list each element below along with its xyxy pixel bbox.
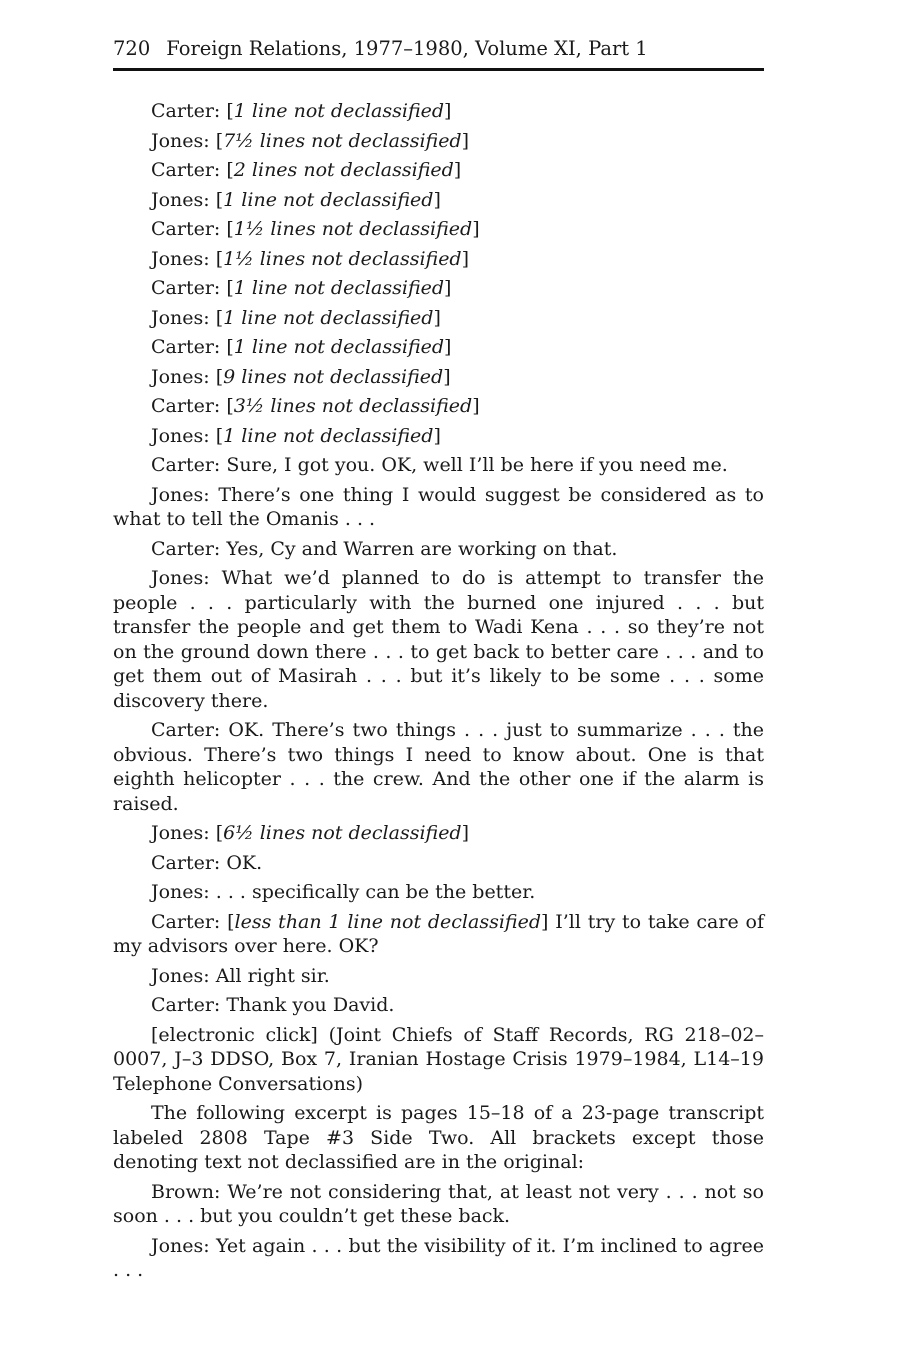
speaker-label: Jones:: [151, 129, 210, 152]
paragraph-text-end: ]: [461, 247, 470, 270]
paragraph-text-end: ]: [453, 159, 462, 181]
speaker-label: Carter:: [151, 218, 221, 240]
speaker-label: Jones:: [151, 567, 210, 589]
speaker-label: Carter:: [151, 159, 221, 181]
transcript-paragraph: [113, 247, 764, 272]
paragraph-text-end: ]: [444, 277, 452, 299]
paragraph-text: Yet again . . . but the visibility of it. I’m inclined to agree . . .: [113, 1234, 764, 1281]
paragraph-text-end: ]: [472, 395, 480, 417]
transcript-paragraph: [113, 880, 764, 905]
paragraph-text: Sure, I got you. OK, well I’ll be here if you need me.: [226, 454, 728, 476]
paragraph-text-end: ]: [444, 336, 452, 358]
transcript-paragraph: [113, 718, 764, 816]
not-declassified-note: 1 line not declassified: [223, 188, 434, 211]
speaker-label: Jones:: [151, 822, 210, 844]
paragraph-text-end: ]: [443, 365, 451, 388]
transcript-paragraph: [113, 306, 764, 331]
paragraph-text: All right sir.: [215, 964, 330, 987]
not-declassified-note: 1 line not declassified: [233, 336, 445, 358]
paragraph-text: [: [226, 159, 234, 181]
running-title: Foreign Relations, 1977–1980, Volume XI, Part 1: [166, 37, 648, 60]
speaker-label: Brown:: [151, 1180, 221, 1203]
transcript-paragraph: [113, 453, 764, 478]
paragraph-text: Thank you David.: [226, 994, 395, 1016]
paragraph-text: [: [215, 247, 224, 270]
paragraph-text-end: ]: [433, 188, 441, 211]
transcript-paragraph: [113, 1023, 764, 1097]
transcript-paragraph: [113, 1234, 764, 1283]
speaker-label: Jones:: [151, 964, 210, 987]
speaker-label: Jones:: [151, 247, 210, 270]
not-declassified-note: 6½ lines not declassified: [223, 822, 462, 844]
speaker-label: Carter:: [151, 454, 221, 476]
transcript-paragraph: [113, 276, 764, 301]
paragraph-text: [: [226, 277, 234, 299]
paragraph-text-end: ]: [433, 424, 441, 447]
paragraph-text: [: [227, 910, 235, 933]
page-number: 720: [113, 37, 151, 60]
paragraph-text: [: [215, 365, 224, 388]
transcript-paragraph: [113, 821, 764, 846]
transcript-paragraph: [113, 365, 764, 390]
transcript-paragraph: [113, 993, 764, 1018]
speaker-label: Jones:: [151, 188, 210, 211]
running-header: [113, 36, 764, 62]
paragraph-text: [: [215, 129, 224, 152]
transcript-paragraph: [113, 99, 764, 124]
speaker-label: Carter:: [151, 910, 221, 933]
paragraph-text: What we’d planned to do is attempt to transfer the people . . . particularly with the burned one injured . . . but transfer the people and get them to Wadi Kena . . . so they’re not on the ground down there . . . to get back to better care . . . and to get them out of Masirah . . . but it’s likely to be some . . . some discovery there.: [113, 567, 765, 712]
transcript-paragraph: [113, 129, 764, 154]
speaker-label: Jones:: [151, 424, 210, 447]
speaker-label: Carter:: [151, 719, 221, 741]
transcript-paragraph: [113, 1180, 764, 1229]
paragraph-text-end: ] I’ll try to take care of my advisors over here. OK?: [113, 910, 764, 957]
paragraph-text-end: ]: [461, 822, 470, 844]
paragraph-text: [: [215, 822, 224, 844]
paragraph-text: [: [215, 188, 224, 211]
not-declassified-note: 1 line not declassified: [223, 424, 434, 447]
not-declassified-note: 7½ lines not declassified: [223, 129, 462, 152]
speaker-label: Jones:: [151, 483, 210, 506]
transcript-paragraph: [113, 424, 764, 449]
paragraph-text-end: ]: [472, 218, 480, 240]
paragraph-text: [: [215, 424, 224, 447]
not-declassified-note: 1 line not declassified: [223, 306, 434, 329]
header-rule: [113, 68, 764, 71]
speaker-label: Jones:: [151, 1234, 210, 1257]
transcript-paragraph: [113, 964, 764, 989]
transcript-paragraph: [113, 394, 764, 419]
transcript-paragraph: [113, 483, 764, 532]
transcript-paragraph: [113, 217, 764, 242]
not-declassified-note: 2 lines not declassified: [233, 159, 454, 181]
speaker-label: Carter:: [151, 277, 221, 299]
paragraph-text: OK. There’s two things . . . just to summarize . . . the obvious. There’s two things I need to know about. One is that eighth helicopter . . . the crew. And the other one if the alarm is raised.: [113, 719, 765, 815]
speaker-label: Carter:: [151, 100, 221, 122]
transcript-paragraph: [113, 851, 764, 876]
speaker-label: Carter:: [151, 336, 221, 358]
paragraph-text: Yes, Cy and Warren are working on that.: [226, 537, 618, 560]
not-declassified-note: 1 line not declassified: [233, 100, 445, 122]
transcript-paragraph: [113, 910, 764, 959]
paragraph-text: [: [226, 336, 234, 358]
speaker-label: Jones:: [151, 881, 210, 903]
paragraph-text: . . . specifically can be the better.: [215, 881, 536, 903]
not-declassified-note: 1½ lines not declassified: [233, 218, 473, 240]
paragraph-text: [: [226, 218, 234, 240]
not-declassified-note: 1 line not declassified: [233, 277, 445, 299]
transcript-paragraph: [113, 537, 764, 562]
transcript-paragraph: [113, 335, 764, 360]
transcript-paragraph: [113, 188, 764, 213]
speaker-label: Carter:: [151, 994, 221, 1016]
paragraph-text: [: [226, 100, 234, 122]
paragraph-text-end: ]: [444, 100, 452, 122]
not-declassified-note: 3½ lines not declassified: [233, 395, 473, 417]
transcript-paragraph: [113, 1101, 764, 1175]
paragraph-text: There’s one thing I would suggest be considered as to what to tell the Omanis . . .: [113, 483, 764, 530]
speaker-label: Carter:: [151, 537, 221, 560]
paragraph-text: [: [215, 306, 224, 329]
speaker-label: Jones:: [151, 306, 210, 329]
paragraph-text-end: ]: [461, 129, 470, 152]
speaker-label: Jones:: [151, 365, 210, 388]
speaker-label: Carter:: [151, 395, 221, 417]
transcript-body: [113, 99, 764, 1288]
paragraph-text: We’re not considering that, at least not very . . . not so soon . . . but you couldn’t get these back.: [113, 1180, 764, 1227]
paragraph-text: OK.: [226, 851, 263, 874]
transcript-paragraph: [113, 158, 764, 183]
speaker-label: Carter:: [151, 851, 221, 874]
transcript-paragraph: [113, 566, 764, 713]
paragraph-text: The following excerpt is pages 15–18 of a 23-page transcript labeled 2808 Tape #3 Side Two. All brackets except those denoting text not declassified are in the original:: [113, 1102, 764, 1173]
paragraph-text: [electronic click] (Joint Chiefs of Staff Records, RG 218–02–0007, J–3 DDSO, Box 7, Iranian Hostage Crisis 1979–1984, L14–19 Telephone Conversations): [113, 1023, 764, 1095]
paragraph-text-end: ]: [433, 306, 441, 329]
not-declassified-note: less than 1 line not declassified: [234, 910, 541, 933]
paragraph-text: [: [226, 395, 234, 417]
not-declassified-note: 9 lines not declassified: [223, 365, 444, 388]
not-declassified-note: 1½ lines not declassified: [223, 247, 462, 270]
